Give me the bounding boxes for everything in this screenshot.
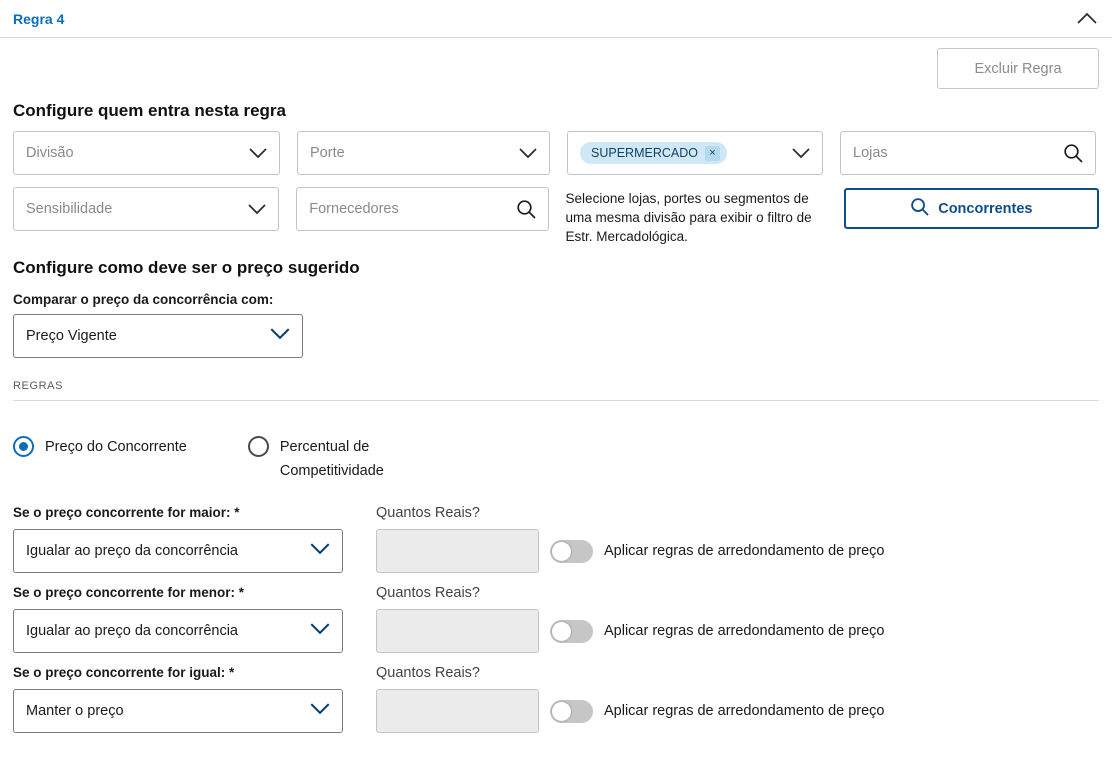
- divider: [13, 400, 1099, 401]
- rule-menor-label: Se o preço concorrente for menor: *: [13, 585, 245, 600]
- lojas-input[interactable]: [840, 131, 1096, 175]
- section-title-how-price: Configure como deve ser o preço sugerido: [13, 258, 360, 277]
- radio-icon: [13, 436, 34, 457]
- filter-hint-text: Selecione lojas, portes ou segmentos de uma mesma divisão para exibir o filtro de Estr. Mercadológica.: [565, 191, 812, 244]
- rule-igual-rounding-toggle[interactable]: [550, 700, 593, 723]
- close-icon[interactable]: ×: [705, 146, 720, 161]
- radio-preco-concorrente-label: Preço do Concorrente: [45, 439, 187, 455]
- chevron-down-icon: [310, 703, 330, 719]
- divisao-placeholder: Divisão: [26, 145, 74, 161]
- delete-rule-row: [13, 38, 1099, 89]
- rule-maior-select[interactable]: [13, 529, 343, 573]
- rule-type-radio-group: [13, 435, 1099, 483]
- compare-select-value: Preço Vigente: [26, 328, 117, 344]
- rule-maior-amount-input[interactable]: [376, 529, 539, 573]
- chevron-down-icon: [310, 623, 330, 639]
- sensibilidade-placeholder: Sensibilidade: [26, 201, 113, 217]
- section-title-who-enters: Configure quem entra nesta regra: [13, 101, 287, 120]
- rule-igual-amount-label: Quantos Reais?: [376, 665, 480, 681]
- chevron-down-icon: [310, 543, 330, 559]
- rule-block-menor: [13, 585, 1099, 653]
- concorrentes-button-label: Concorrentes: [938, 200, 1033, 217]
- fornecedores-input[interactable]: [296, 187, 548, 231]
- search-icon: [910, 197, 929, 220]
- segmento-select[interactable]: [567, 131, 823, 175]
- segmento-chip: [580, 142, 727, 164]
- compare-select[interactable]: [13, 314, 303, 358]
- sensibilidade-select[interactable]: [13, 187, 279, 231]
- porte-select[interactable]: [297, 131, 550, 175]
- fornecedores-placeholder: Fornecedores: [309, 201, 399, 217]
- radio-icon: [248, 436, 269, 457]
- rule-header: [0, 0, 1112, 38]
- lojas-placeholder: Lojas: [853, 145, 888, 161]
- page-title: Regra 4: [13, 10, 65, 27]
- filters-row-1: [13, 131, 1099, 175]
- compare-label: Comparar o preço da concorrência com:: [13, 292, 274, 307]
- rule-maior-rounding-label: Aplicar regras de arredondamento de preço: [604, 543, 885, 559]
- rule-maior-label: Se o preço concorrente for maior: *: [13, 505, 240, 520]
- rule-igual-select-value: Manter o preço: [26, 703, 124, 719]
- porte-placeholder: Porte: [310, 145, 345, 161]
- rule-block-maior: [13, 505, 1099, 573]
- radio-percentual-competitividade[interactable]: [248, 435, 430, 483]
- rule-menor-select-value: Igualar ao preço da concorrência: [26, 623, 238, 639]
- rule-block-igual: [13, 665, 1099, 733]
- rule-menor-rounding-label: Aplicar regras de arredondamento de preço: [604, 623, 885, 639]
- divisao-select[interactable]: [13, 131, 280, 175]
- search-icon[interactable]: [516, 199, 536, 219]
- rule-menor-rounding-toggle[interactable]: [550, 620, 593, 643]
- rules-section-label: REGRAS: [13, 380, 64, 392]
- rule-menor-amount-label: Quantos Reais?: [376, 585, 480, 601]
- rule-igual-label: Se o preço concorrente for igual: *: [13, 665, 235, 680]
- chevron-down-icon: [519, 144, 537, 162]
- rule-menor-amount-input[interactable]: [376, 609, 539, 653]
- chevron-up-icon[interactable]: [1076, 8, 1098, 30]
- radio-preco-concorrente[interactable]: [13, 435, 187, 483]
- filters-row-2: [13, 187, 1099, 246]
- segmento-chip-label: SUPERMERCADO: [591, 146, 698, 160]
- chevron-down-icon: [248, 200, 266, 218]
- rule-igual-rounding-label: Aplicar regras de arredondamento de preço: [604, 703, 885, 719]
- rule-maior-amount-label: Quantos Reais?: [376, 505, 480, 521]
- rule-igual-amount-input[interactable]: [376, 689, 539, 733]
- radio-percentual-competitividade-label: Percentual de Competitividade: [279, 439, 384, 479]
- rule-blocks: [13, 505, 1099, 733]
- rule-content: [0, 38, 1112, 733]
- rule-maior-select-value: Igualar ao preço da concorrência: [26, 543, 238, 559]
- chevron-down-icon: [792, 144, 810, 162]
- concorrentes-button[interactable]: [844, 188, 1099, 229]
- search-icon[interactable]: [1063, 143, 1083, 163]
- delete-rule-button[interactable]: Excluir Regra: [937, 48, 1099, 89]
- chevron-down-icon: [270, 328, 290, 344]
- rule-maior-rounding-toggle[interactable]: [550, 540, 593, 563]
- chevron-down-icon: [249, 144, 267, 162]
- rule-menor-select[interactable]: [13, 609, 343, 653]
- rule-igual-select[interactable]: [13, 689, 343, 733]
